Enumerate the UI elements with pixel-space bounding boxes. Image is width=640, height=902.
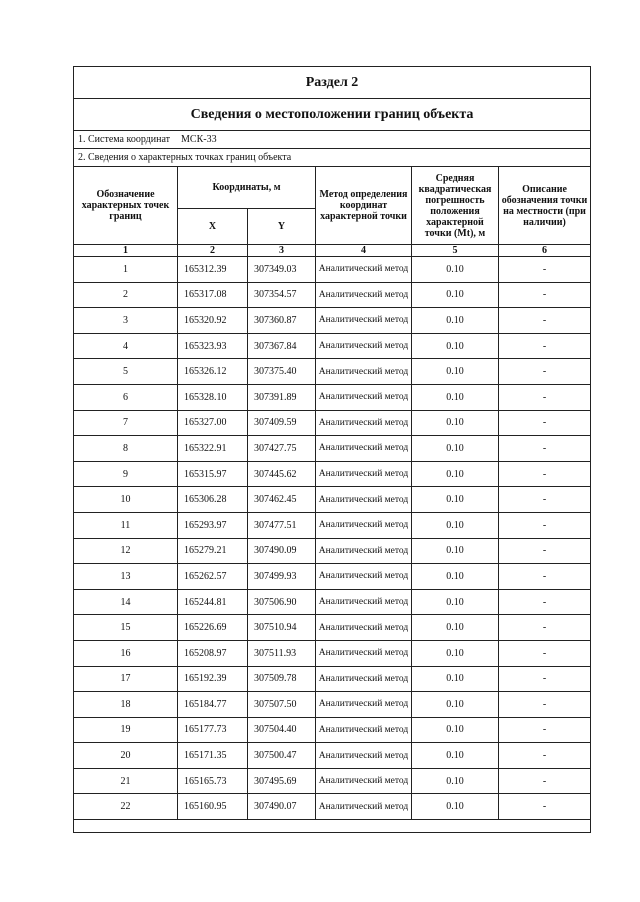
description-cell: - bbox=[499, 410, 591, 436]
description-cell: - bbox=[499, 257, 591, 283]
method-cell: Аналитический метод bbox=[316, 410, 412, 436]
method-cell: Аналитический метод bbox=[316, 564, 412, 590]
point-number: 14 bbox=[74, 589, 178, 615]
table-row bbox=[74, 487, 591, 513]
point-number: 15 bbox=[74, 615, 178, 641]
description-cell: - bbox=[499, 333, 591, 359]
error-cell: 0.10 bbox=[412, 308, 499, 334]
header-y: Y bbox=[248, 209, 316, 245]
section-title: Раздел 2 bbox=[74, 67, 591, 99]
point-number: 21 bbox=[74, 768, 178, 794]
error-cell: 0.10 bbox=[412, 512, 499, 538]
coordinate-y: 307409.59 bbox=[248, 410, 316, 436]
document-sheet bbox=[73, 66, 590, 840]
method-cell: Аналитический метод bbox=[316, 461, 412, 487]
error-cell: 0.10 bbox=[412, 282, 499, 308]
coordinate-system-line bbox=[74, 131, 591, 149]
coordinate-y: 307375.40 bbox=[248, 359, 316, 385]
coordinate-y: 307490.07 bbox=[248, 794, 316, 820]
method-cell: Аналитический метод bbox=[316, 640, 412, 666]
error-cell: 0.10 bbox=[412, 359, 499, 385]
coordinate-x: 165165.73 bbox=[178, 768, 248, 794]
method-cell: Аналитический метод bbox=[316, 487, 412, 513]
method-cell: Аналитический метод bbox=[316, 666, 412, 692]
column-index-2: 2 bbox=[178, 245, 248, 257]
coordinate-y: 307427.75 bbox=[248, 436, 316, 462]
table-footer-cell bbox=[74, 820, 591, 833]
point-number: 6 bbox=[74, 384, 178, 410]
error-cell: 0.10 bbox=[412, 487, 499, 513]
table-row bbox=[74, 666, 591, 692]
description-cell: - bbox=[499, 692, 591, 718]
coordinate-y: 307506.90 bbox=[248, 589, 316, 615]
table-row bbox=[74, 512, 591, 538]
error-cell: 0.10 bbox=[412, 743, 499, 769]
table-row bbox=[74, 538, 591, 564]
description-cell: - bbox=[499, 717, 591, 743]
coordinate-x: 165192.39 bbox=[178, 666, 248, 692]
table-row bbox=[74, 384, 591, 410]
coordinate-x: 165160.95 bbox=[178, 794, 248, 820]
method-cell: Аналитический метод bbox=[316, 794, 412, 820]
coordinate-x: 165208.97 bbox=[178, 640, 248, 666]
coordinate-x: 165244.81 bbox=[178, 589, 248, 615]
description-cell: - bbox=[499, 794, 591, 820]
error-cell: 0.10 bbox=[412, 640, 499, 666]
coordinate-y: 307511.93 bbox=[248, 640, 316, 666]
coordinate-x: 165279.21 bbox=[178, 538, 248, 564]
coordinate-x: 165177.73 bbox=[178, 717, 248, 743]
method-cell: Аналитический метод bbox=[316, 384, 412, 410]
table-row bbox=[74, 257, 591, 283]
coordinate-y: 307367.84 bbox=[248, 333, 316, 359]
error-cell: 0.10 bbox=[412, 436, 499, 462]
point-number: 8 bbox=[74, 436, 178, 462]
table-row bbox=[74, 589, 591, 615]
point-number: 9 bbox=[74, 461, 178, 487]
error-cell: 0.10 bbox=[412, 461, 499, 487]
method-cell: Аналитический метод bbox=[316, 692, 412, 718]
table-row bbox=[74, 717, 591, 743]
description-cell: - bbox=[499, 384, 591, 410]
method-cell: Аналитический метод bbox=[316, 333, 412, 359]
point-number: 4 bbox=[74, 333, 178, 359]
column-index-6: 6 bbox=[499, 245, 591, 257]
error-cell: 0.10 bbox=[412, 794, 499, 820]
table-row bbox=[74, 461, 591, 487]
method-cell: Аналитический метод bbox=[316, 768, 412, 794]
section-subtitle: Сведения о местоположении границ объекта bbox=[74, 99, 591, 131]
coordinate-y: 307507.50 bbox=[248, 692, 316, 718]
method-cell: Аналитический метод bbox=[316, 589, 412, 615]
point-number: 11 bbox=[74, 512, 178, 538]
table-footer-row bbox=[74, 820, 591, 833]
coordinate-y: 307499.93 bbox=[248, 564, 316, 590]
method-cell: Аналитический метод bbox=[316, 257, 412, 283]
coordinate-y: 307477.51 bbox=[248, 512, 316, 538]
coordinate-x: 165327.00 bbox=[178, 410, 248, 436]
error-cell: 0.10 bbox=[412, 538, 499, 564]
method-cell: Аналитический метод bbox=[316, 436, 412, 462]
column-index-4: 4 bbox=[316, 245, 412, 257]
method-cell: Аналитический метод bbox=[316, 308, 412, 334]
point-number: 10 bbox=[74, 487, 178, 513]
error-cell: 0.10 bbox=[412, 768, 499, 794]
error-cell: 0.10 bbox=[412, 257, 499, 283]
coordinate-x: 165328.10 bbox=[178, 384, 248, 410]
error-cell: 0.10 bbox=[412, 717, 499, 743]
coordinate-y: 307490.09 bbox=[248, 538, 316, 564]
column-index-3: 3 bbox=[248, 245, 316, 257]
coordinate-y: 307360.87 bbox=[248, 308, 316, 334]
table-row bbox=[74, 436, 591, 462]
coordinate-x: 165322.91 bbox=[178, 436, 248, 462]
method-cell: Аналитический метод bbox=[316, 359, 412, 385]
method-cell: Аналитический метод bbox=[316, 743, 412, 769]
method-cell: Аналитический метод bbox=[316, 717, 412, 743]
boundary-table bbox=[73, 66, 591, 833]
error-cell: 0.10 bbox=[412, 384, 499, 410]
point-number: 22 bbox=[74, 794, 178, 820]
point-number: 5 bbox=[74, 359, 178, 385]
description-cell: - bbox=[499, 743, 591, 769]
points-caption: 2. Сведения о характерных точках границ объекта bbox=[74, 149, 591, 167]
error-cell: 0.10 bbox=[412, 589, 499, 615]
coordinate-y: 307500.47 bbox=[248, 743, 316, 769]
coordinate-x: 165293.97 bbox=[178, 512, 248, 538]
coordinate-x: 165326.12 bbox=[178, 359, 248, 385]
table-row bbox=[74, 768, 591, 794]
table-row bbox=[74, 564, 591, 590]
point-number: 17 bbox=[74, 666, 178, 692]
coordinate-x: 165171.35 bbox=[178, 743, 248, 769]
coordinate-x: 165262.57 bbox=[178, 564, 248, 590]
point-number: 13 bbox=[74, 564, 178, 590]
coordinate-y: 307354.57 bbox=[248, 282, 316, 308]
coordinate-x: 165312.39 bbox=[178, 257, 248, 283]
point-number: 12 bbox=[74, 538, 178, 564]
description-cell: - bbox=[499, 640, 591, 666]
table-row bbox=[74, 359, 591, 385]
method-cell: Аналитический метод bbox=[316, 512, 412, 538]
description-cell: - bbox=[499, 538, 591, 564]
coordinate-y: 307391.89 bbox=[248, 384, 316, 410]
method-cell: Аналитический метод bbox=[316, 615, 412, 641]
method-cell: Аналитический метод bbox=[316, 282, 412, 308]
coordinate-y: 307510.94 bbox=[248, 615, 316, 641]
description-cell: - bbox=[499, 512, 591, 538]
description-cell: - bbox=[499, 589, 591, 615]
point-number: 7 bbox=[74, 410, 178, 436]
coordinate-y: 307462.45 bbox=[248, 487, 316, 513]
description-cell: - bbox=[499, 436, 591, 462]
header-x: X bbox=[178, 209, 248, 245]
coordinate-y: 307349.03 bbox=[248, 257, 316, 283]
error-cell: 0.10 bbox=[412, 666, 499, 692]
table-row bbox=[74, 640, 591, 666]
description-cell: - bbox=[499, 768, 591, 794]
table-row bbox=[74, 282, 591, 308]
coordinate-x: 165320.92 bbox=[178, 308, 248, 334]
coordinate-y: 307509.78 bbox=[248, 666, 316, 692]
coordinate-y: 307495.69 bbox=[248, 768, 316, 794]
description-cell: - bbox=[499, 282, 591, 308]
point-number: 18 bbox=[74, 692, 178, 718]
table-row bbox=[74, 692, 591, 718]
error-cell: 0.10 bbox=[412, 692, 499, 718]
description-cell: - bbox=[499, 666, 591, 692]
error-cell: 0.10 bbox=[412, 410, 499, 436]
header-designation: Обозначение характерных точек границ bbox=[74, 167, 178, 245]
coordinate-x: 165306.28 bbox=[178, 487, 248, 513]
table-row bbox=[74, 794, 591, 820]
description-cell: - bbox=[499, 564, 591, 590]
header-description: Описание обозначения точки на местности (при наличии) bbox=[499, 167, 591, 245]
coordinate-x: 165315.97 bbox=[178, 461, 248, 487]
table-row bbox=[74, 410, 591, 436]
coordinate-system-value: МСК-33 bbox=[181, 134, 217, 145]
column-index-5: 5 bbox=[412, 245, 499, 257]
coordinate-y: 307504.40 bbox=[248, 717, 316, 743]
description-cell: - bbox=[499, 615, 591, 641]
column-index-1: 1 bbox=[74, 245, 178, 257]
description-cell: - bbox=[499, 487, 591, 513]
error-cell: 0.10 bbox=[412, 333, 499, 359]
header-error: Средняя квадратическая погрешность положения характерной точки (Mt), м bbox=[412, 167, 499, 245]
coordinate-x: 165317.08 bbox=[178, 282, 248, 308]
point-number: 16 bbox=[74, 640, 178, 666]
coordinate-x: 165184.77 bbox=[178, 692, 248, 718]
point-number: 19 bbox=[74, 717, 178, 743]
description-cell: - bbox=[499, 461, 591, 487]
point-number: 20 bbox=[74, 743, 178, 769]
header-method: Метод определения координат характерной точки bbox=[316, 167, 412, 245]
error-cell: 0.10 bbox=[412, 564, 499, 590]
description-cell: - bbox=[499, 308, 591, 334]
method-cell: Аналитический метод bbox=[316, 538, 412, 564]
description-cell: - bbox=[499, 359, 591, 385]
table-row bbox=[74, 615, 591, 641]
header-coordinates: Координаты, м bbox=[178, 167, 316, 209]
coordinate-y: 307445.62 bbox=[248, 461, 316, 487]
coordinate-x: 165226.69 bbox=[178, 615, 248, 641]
error-cell: 0.10 bbox=[412, 615, 499, 641]
coordinate-x: 165323.93 bbox=[178, 333, 248, 359]
table-row bbox=[74, 333, 591, 359]
point-number: 2 bbox=[74, 282, 178, 308]
table-row bbox=[74, 743, 591, 769]
table-row bbox=[74, 308, 591, 334]
point-number: 3 bbox=[74, 308, 178, 334]
point-number: 1 bbox=[74, 257, 178, 283]
coordinate-system-label: 1. Система координат bbox=[78, 134, 171, 145]
